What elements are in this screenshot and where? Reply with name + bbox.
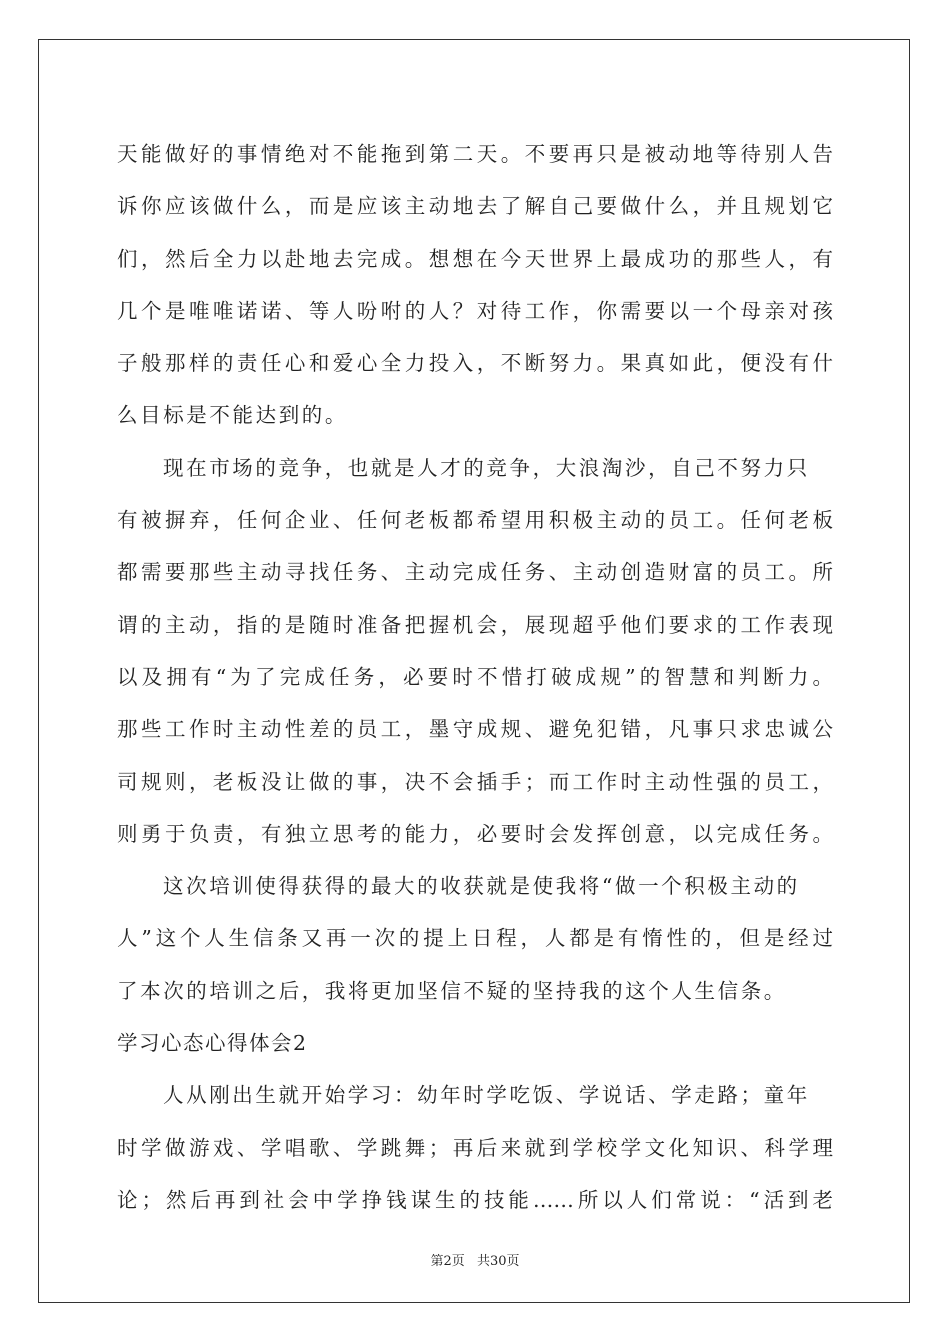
page-number: 第2页 [430, 1254, 465, 1269]
text-line: 子般那样的责任心和爱心全力投入，不断努力。果真如此，便没有什 [117, 351, 833, 376]
text-line: 几个是唯唯诺诺、等人吩咐的人？对待工作，你需要以一个母亲对孩 [117, 298, 833, 323]
text-line: 么目标是不能达到的。 [117, 403, 348, 428]
text-line: 那些工作时主动性差的员工，墨守成规、避免犯错，凡事只求忠诚公 [117, 717, 833, 742]
text-line: 都需要那些主动寻找任务、主动完成任务、主动创造财富的员工。所 [117, 560, 833, 585]
text-line: 则勇于负责，有独立思考的能力，必要时会发挥创意，以完成任务。 [117, 821, 833, 846]
text-line: 谓的主动，指的是随时准备把握机会，展现超乎他们要求的工作表现 [117, 612, 833, 637]
text-line: 以及拥有“为了完成任务，必要时不惜打破成规”的智慧和判断力。 [117, 664, 833, 689]
text-line: 人”这个人生信条又再一次的提上日程，人都是有惰性的，但是经过 [117, 926, 833, 951]
text-line: 有被摒弃，任何企业、任何老板都希望用积极主动的员工。任何老板 [117, 508, 833, 533]
document-body [117, 128, 833, 1226]
paragraph-first-line: 这次培训使得获得的最大的收获就是使我将“做一个积极主动的 [163, 874, 800, 899]
text-line: 们，然后全力以赴地去完成。想想在今天世界上最成功的那些人，有 [117, 246, 833, 271]
text-line: 了本次的培训之后，我将更加坚信不疑的坚持我的这个人生信条。 [117, 978, 787, 1003]
paragraph-first-line: 人从刚出生就开始学习：幼年时学吃饭、学说话、学走路；童年 [163, 1083, 810, 1108]
page-footer [0, 1250, 950, 1269]
section-heading: 学习心态心得体会2 [117, 1031, 308, 1056]
text-line: 论；然后再到社会中学挣钱谋生的技能……所以人们常说：“活到老 [117, 1187, 833, 1212]
paragraph-first-line: 现在市场的竞争，也就是人才的竞争，大浪淘沙，自己不努力只 [163, 455, 810, 480]
text-line: 诉你应该做什么，而是应该主动地去了解自己要做什么，并且规划它 [117, 194, 833, 219]
text-line: 时学做游戏、学唱歌、学跳舞；再后来就到学校学文化知识、科学理 [117, 1135, 833, 1160]
text-line: 天能做好的事情绝对不能拖到第二天。不要再只是被动地等待别人告 [117, 142, 833, 166]
text-line: 司规则，老板没让做的事，决不会插手；而工作时主动性强的员工， [117, 769, 833, 794]
page-total: 共30页 [476, 1254, 520, 1269]
